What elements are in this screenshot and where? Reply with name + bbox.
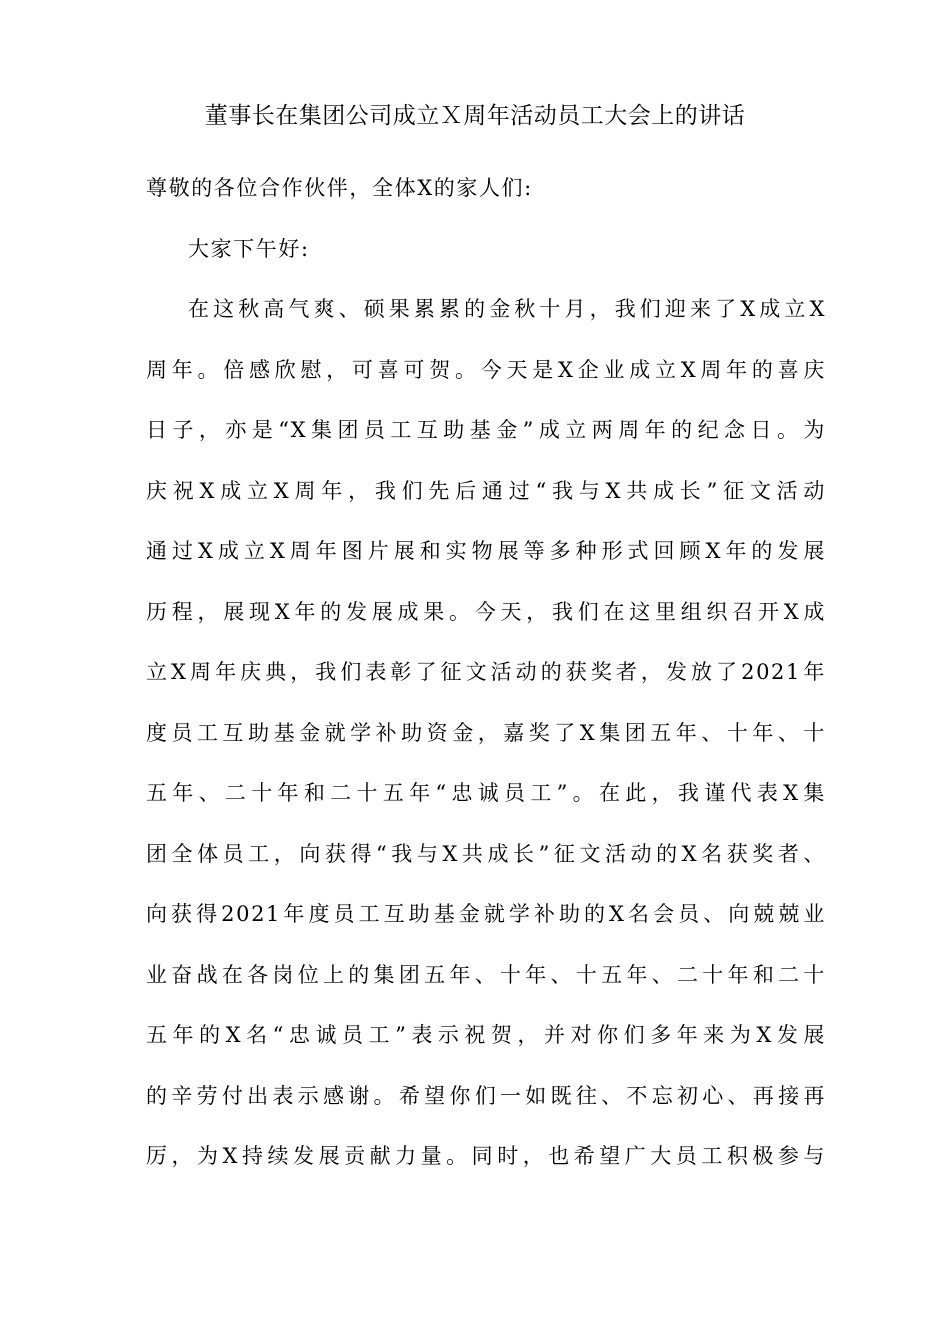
paragraph-line: 的辛劳付出表示感谢。希望你们一如既往、不忘初心、再接再 [146,1083,826,1108]
paragraph-line: 周年。倍感欣慰，可喜可贺。今天是X企业成立X周年的喜庆 [146,357,826,382]
paragraph-line: 立X周年庆典，我们表彰了征文活动的获奖者，发放了2021年 [146,660,826,684]
paragraph-line: 厉，为X持续发展贡献力量。同时，也希望广大员工积极参与 [146,1144,826,1168]
paragraph-line: 在这秋高气爽、硕果累累的金秋十月，我们迎来了X成立X [188,297,826,321]
paragraph-line: 庆祝X成立X周年，我们先后通过“我与X共成长”征文活动 [146,478,826,503]
greeting-line: 大家下午好: [188,236,310,261]
paragraph-line: 向获得2021年度员工互助基金就学补助的X名会员、向兢兢业 [146,902,826,926]
paragraph-line: 五年的X名“忠诚员工”表示祝贺，并对你们多年来为X发展 [146,1023,826,1047]
paragraph-line: 历程，展现X年的发展成果。今天，我们在这里组织召开X成 [146,599,826,624]
paragraph-line: 度员工互助基金就学补助资金，嘉奖了X集团五年、十年、十 [146,720,826,745]
paragraph-line: 五年、二十年和二十五年“忠诚员工”。在此，我谨代表X集 [146,781,826,805]
document-title: 董事长在集团公司成立Ｘ周年活动员工大会上的讲话 [204,103,746,129]
paragraph-line: 业奋战在各岗位上的集团五年、十年、十五年、二十年和二十 [146,962,826,987]
paragraph-line: 日子，亦是“X集团员工互助基金”成立两周年的纪念日。为 [146,418,826,442]
salutation-line: 尊敬的各位合作伙伴，全体X的家人们: [146,176,533,200]
document-body [146,166,826,1195]
paragraph-line: 通过X成立X周年图片展和实物展等多种形式回顾X年的发展 [146,539,826,563]
paragraph-line: 团全体员工，向获得“我与X共成长”征文活动的X名获奖者、 [146,841,826,866]
